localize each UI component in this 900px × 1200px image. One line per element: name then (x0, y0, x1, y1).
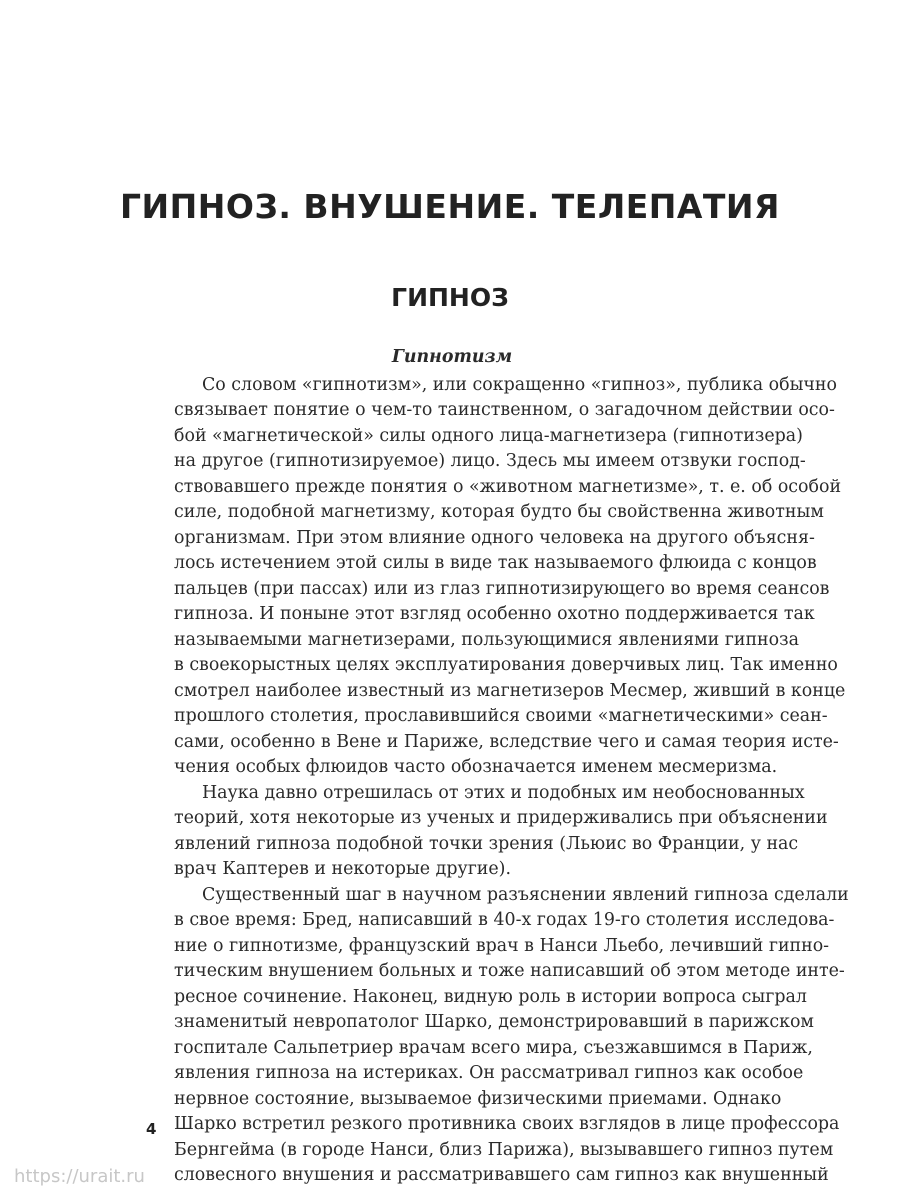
text-line: теорий, хотя некоторые из ученых и придерживались при объяснении (174, 808, 828, 828)
text-line: Со словом «гипнотизм», или сокращенно «гипноз», публика обычно (202, 374, 837, 395)
text-line: лось истечением этой силы в виде так называемого флюида с концов (174, 553, 817, 573)
text-line: пальцев (при пассах) или из глаз гипнотизирующего во время сеансов (174, 578, 830, 599)
text-line: в свое время: Бред, написавший в 40-х годах 19-го столетия исследова- (174, 910, 835, 930)
text-line: чения особых флюидов часто обозначается именем месмеризма. (174, 757, 778, 777)
text-line: гипноза. И поныне этот взгляд особенно охотно поддерживается так (174, 604, 815, 624)
text-line: нервное состояние, вызываемое физическими приемами. Однако (174, 1088, 782, 1109)
text-line: на другое (гипнотизируемое) лицо. Здесь мы имеем отзвуки господ- (174, 451, 806, 471)
text-line: госпитале Сальпетриер врачам всего мира, съезжавшимся в Париж, (174, 1037, 813, 1058)
watermark: https://urait.ru (14, 1166, 145, 1187)
text-line: Бернгейма (в городе Нанси, близ Парижа), вызывавшего гипноз путем (174, 1139, 834, 1160)
text-line: в своекорыстных целях эксплуатирования доверчивых лиц. Так именно (174, 655, 838, 675)
text-line: явления гипноза на истериках. Он рассматривал гипноз как особое (174, 1063, 804, 1083)
text-line: явлений гипноза подобной точки зрения (Льюис во Франции, у нас (174, 833, 799, 854)
text-line: ствовавшего прежде понятия о «животном магнетизме», т. е. об особой (174, 476, 842, 497)
text-line: связывает понятие о чем-то таинственном, о загадочном действии осо- (174, 400, 835, 420)
text-line: смотрел наиболее известный из магнетизеров Месмер, живший в конце (174, 680, 846, 701)
subheading: Гипнотизм (391, 347, 513, 367)
text-line: словесного внушения и рассматривавшего сам гипноз как внушенный (174, 1165, 829, 1185)
section-title: ГИПНОЗ (391, 283, 509, 312)
paragraph (146, 883, 849, 1189)
chapter-title: ГИПНОЗ. ВНУШЕНИЕ. ТЕЛЕПАТИЯ (120, 187, 780, 226)
text-line: Шарко встретил резкого противника своих взглядов в лице профессора (174, 1114, 840, 1134)
text-line: силе, подобной магнетизму, которая будто бы свойственна животным (174, 502, 824, 522)
text-line: ресное сочинение. Наконец, видную роль в истории вопроса сыграл (174, 986, 807, 1007)
text-line: называемыми магнетизерами, пользующимися явлениями гипноза (174, 629, 799, 650)
page-number: 4 (146, 1120, 157, 1138)
text-line: тическим внушением больных и тоже написавший об этом методе инте- (174, 961, 845, 981)
body-text (146, 345, 849, 1189)
text-line: Наука давно отрешилась от этих и подобных им необоснованных (202, 782, 805, 803)
paragraphs (146, 373, 849, 1189)
text-line: сами, особенно в Вене и Париже, вследствие чего и самая теория исте- (174, 731, 839, 752)
paragraph (146, 781, 828, 883)
paragraph (146, 373, 846, 781)
text-line: Существенный шаг в научном разъяснении явлений гипноза сделали (202, 884, 849, 905)
text-line: знаменитый невропатолог Шарко, демонстрировавший в парижском (174, 1012, 814, 1032)
text-line: организмам. При этом влияние одного человека на другого объясня- (174, 527, 815, 548)
text-line: прошлого столетия, прославившийся своими «магнетическими» сеан- (174, 706, 828, 726)
text-line: ние о гипнотизме, французский врач в Нанси Льебо, лечивший гипно- (174, 935, 830, 956)
text-line: бой «магнетической» силы одного лица-магнетизера (гипнотизера) (174, 425, 803, 446)
text-line: врач Каптерев и некоторые другие). (174, 859, 511, 879)
